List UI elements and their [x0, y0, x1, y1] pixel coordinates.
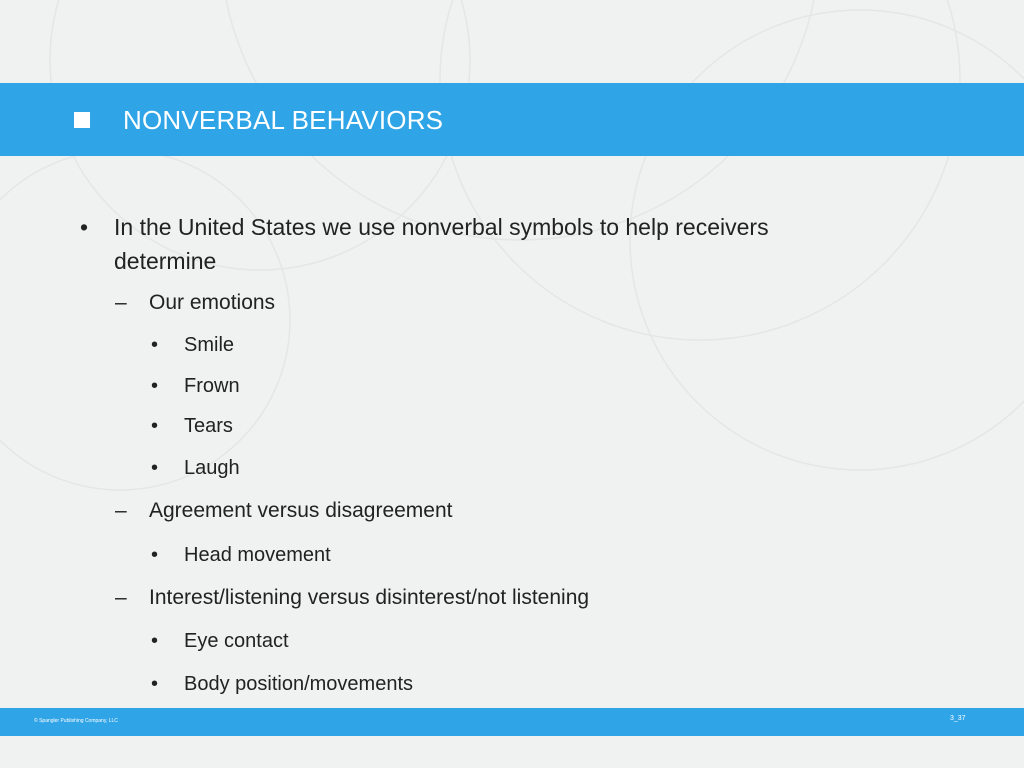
list-item-text: Head movement [184, 544, 331, 566]
main-point-text: In the United States we use nonverbal symbols to help receivers determine [114, 214, 769, 274]
title-bar [0, 83, 1024, 156]
list-item [151, 334, 235, 357]
list-item-text: Eye contact [184, 630, 289, 652]
page-number: 3_37 [950, 715, 966, 722]
footer-copyright: © Spangler Publishing Company, LLC [34, 718, 118, 724]
footer-bar [0, 708, 1024, 736]
bullet-icon: • [151, 375, 159, 397]
list-item [151, 375, 240, 398]
list-item [151, 415, 233, 438]
bullet-icon: • [151, 630, 159, 652]
bullet-icon: • [151, 673, 159, 695]
list-item [151, 544, 331, 567]
list-item-text: Smile [184, 334, 235, 356]
title-square-icon [74, 112, 90, 128]
bullet-icon: • [151, 457, 159, 479]
dash-icon: – [115, 291, 127, 314]
sub-point [115, 586, 590, 610]
bullet-icon: • [151, 544, 159, 566]
bullet-icon: • [151, 334, 159, 356]
sub-point [115, 499, 453, 523]
sub-point-text: Interest/listening versus disinterest/not listening [149, 586, 590, 609]
list-item-text: Laugh [184, 457, 240, 479]
dash-icon: – [115, 499, 127, 522]
sub-point [115, 291, 276, 315]
sub-point-text: Agreement versus disagreement [149, 499, 453, 522]
list-item [151, 630, 289, 653]
dash-icon: – [115, 586, 127, 609]
list-item-text: Frown [184, 375, 240, 397]
sub-point-text: Our emotions [149, 291, 276, 314]
slide-title: NONVERBAL BEHAVIORS [123, 105, 444, 135]
list-item [151, 457, 240, 480]
bullet-icon: • [80, 214, 89, 240]
list-item [151, 673, 414, 696]
bullet-icon: • [151, 415, 159, 437]
main-point [80, 210, 874, 278]
list-item-text: Body position/movements [184, 673, 414, 695]
list-item-text: Tears [184, 415, 233, 437]
